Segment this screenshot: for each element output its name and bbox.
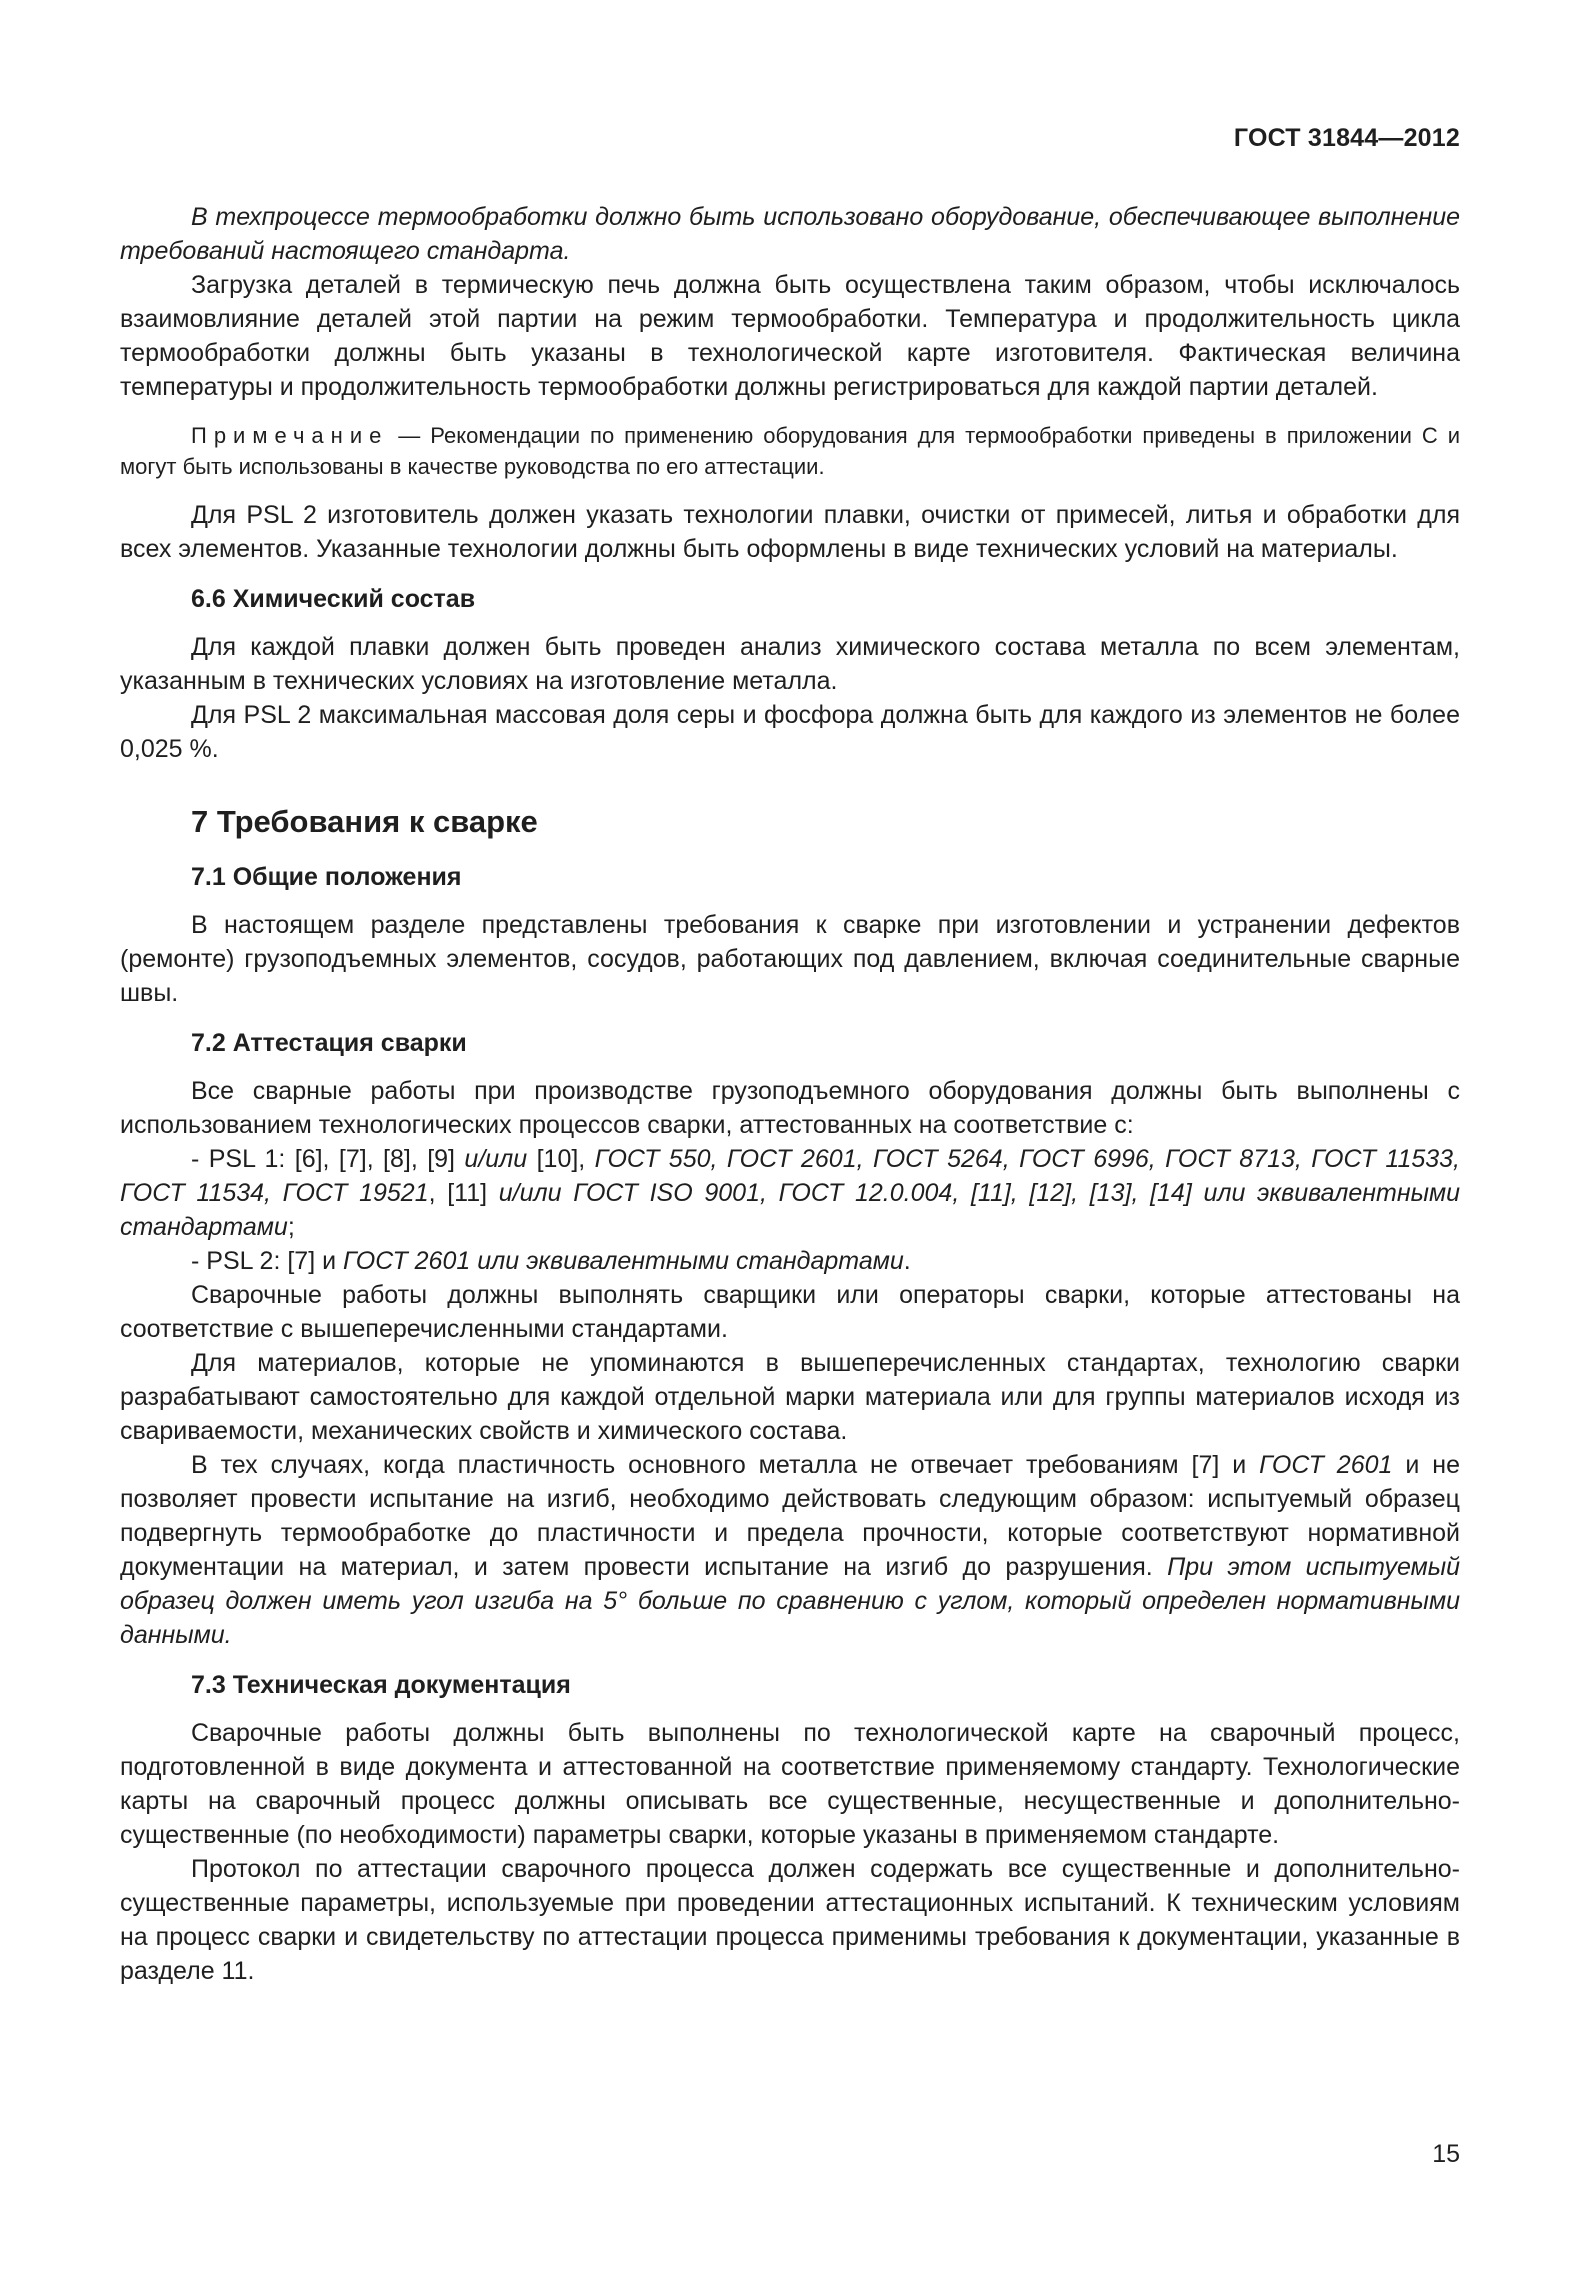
note-label: Примечание xyxy=(191,423,389,448)
psl1-part: , [11] xyxy=(428,1179,499,1207)
paragraph-welders-certified: Сварочные работы должны выполнять сварщики или операторы сварки, которые аттестованы на соответствие с вышеперечисленными стандартами. xyxy=(120,1281,1460,1343)
heading-section-7: 7 Требования к сварке xyxy=(191,804,538,839)
paragraph-welding-scope: В настоящем разделе представлены требования к сварке при изготовлении и устранении дефектов (ремонте) грузоподъемных элементов, сосудов, работающих под давлением, включая соединительные сварные швы. xyxy=(120,911,1460,1007)
psl1-part: и/или xyxy=(464,1145,528,1173)
psl1-part: - PSL 1: [6], [7], [8], [9] xyxy=(191,1145,465,1173)
heading-7-2: 7.2 Аттестация сварки xyxy=(191,1029,467,1057)
paragraph-qualification-record: Протокол по аттестации сварочного процесса должен содержать все существенные и дополнительно-существенные параметры, используемые при проведении аттестационных испытаний. К техническим условиям на процесс сварки и свидетельству по аттестации процесса применимы требования к документации, указанные в разделе 11. xyxy=(120,1855,1460,1985)
paragraph-chemical-analysis: Для каждой плавки должен быть проведен анализ химического состава металла по всем элементам, указанным в технических условиях на изготовление металла. xyxy=(120,633,1460,695)
bend-test-part: и не позволяет провести испытание на изгиб, необходимо действовать следующим образом: испытуемый образец подвергнуть термообработке до пластичности и предела прочности, которые соответствуют нормативной документации на материал, и затем провести испытание на изгиб до разрушения. xyxy=(120,1451,1460,1581)
psl1-part: [10], xyxy=(527,1145,595,1173)
paragraph-heat-treatment-equipment: В техпроцессе термообработки должно быть использовано оборудование, обеспечивающее выполнение требований настоящего стандарта. xyxy=(120,203,1460,265)
heading-7-3: 7.3 Техническая документация xyxy=(191,1671,571,1699)
paragraph-welding-procedure-spec: Сварочные работы должны быть выполнены по технологической карте на сварочный процесс, подготовленной в виде документа и аттестованной на соответствие применяемому стандарту. Технологические карты на сварочный процесс должны описывать все существенные, несущественные и дополнительно-существенные (по необходимости) параметры сварки, которые указаны в применяемом стандарте. xyxy=(120,1719,1460,1849)
psl1-part: ГОСТ 550, ГОСТ 2601, ГОСТ 5264, ГОСТ 6996, ГОСТ 8713, ГОСТ 11533, ГОСТ 11534, ГОСТ 19521 xyxy=(120,1145,1460,1207)
paragraph-welding-qualification: Все сварные работы при производстве грузоподъемного оборудования должны быть выполнены с использованием технологических процессов сварки, аттестованных на соответствие с: xyxy=(120,1077,1460,1139)
paragraph-other-materials: Для материалов, которые не упоминаются в вышеперечисленных стандартах, технологию сварки разрабатывают самостоятельно для каждой отдельной марки материала или для группы материалов исходя из свариваемости, механических свойств и химического состава. xyxy=(120,1349,1460,1445)
paragraph-psl2-technologies: Для PSL 2 изготовитель должен указать технологии плавки, очистки от примесей, литья и обработки для всех элементов. Указанные технологии должны быть оформлены в виде технических условий на материалы. xyxy=(120,501,1460,563)
paragraph-furnace-loading: Загрузка деталей в термическую печь должна быть осуществлена таким образом, чтобы исключалось взаимовлияние деталей этой партии на режим термообработки. Температура и продолжительность цикла термообработки должны быть указаны в технологической карте изготовителя. Фактическая величина температуры и продолжительность термообработки должны регистрироваться для каждой партии деталей. xyxy=(120,271,1460,401)
paragraph-sulfur-phosphorus: Для PSL 2 максимальная массовая доля серы и фосфора должна быть для каждого из элементов не более 0,025 %. xyxy=(120,701,1460,763)
bend-test-part: В тех случаях, когда пластичность основного металла не отвечает требованиям [7] и xyxy=(191,1451,1260,1479)
page-number: 15 xyxy=(1432,2140,1460,2168)
psl2-part: ГОСТ 2601 или эквивалентными стандартами xyxy=(343,1247,904,1275)
note xyxy=(120,420,1460,482)
document-code: ГОСТ 31844—2012 xyxy=(1233,124,1460,152)
document-body xyxy=(120,200,1460,1988)
bend-test-part: При этом испытуемый образец должен иметь угол изгиба на 5° больше по сравнению с углом, который определен нормативными данными. xyxy=(120,1553,1461,1649)
psl1-part: и/или ГОСТ ISO 9001, ГОСТ 12.0.004, [11], [12], [13], [14] или эквивалентными стандартами xyxy=(120,1179,1461,1241)
list-item-psl2 xyxy=(120,1244,1460,1278)
heading-6-6: 6.6 Химический состав xyxy=(191,585,476,613)
psl2-part: - PSL 2: [7] и xyxy=(191,1247,343,1275)
note-text: — Рекомендации по применению оборудования для термообработки приведены в приложении С и могут быть использованы в качестве руководства по его аттестации. xyxy=(120,423,1460,479)
bend-test-part: ГОСТ 2601 xyxy=(1259,1451,1393,1479)
document-page xyxy=(120,0,1460,2283)
paragraph-bend-test xyxy=(120,1448,1460,1652)
psl1-part: ; xyxy=(287,1213,295,1241)
list-item-psl1 xyxy=(120,1142,1460,1244)
heading-7-1: 7.1 Общие положения xyxy=(191,863,462,891)
psl2-part: . xyxy=(903,1247,911,1275)
